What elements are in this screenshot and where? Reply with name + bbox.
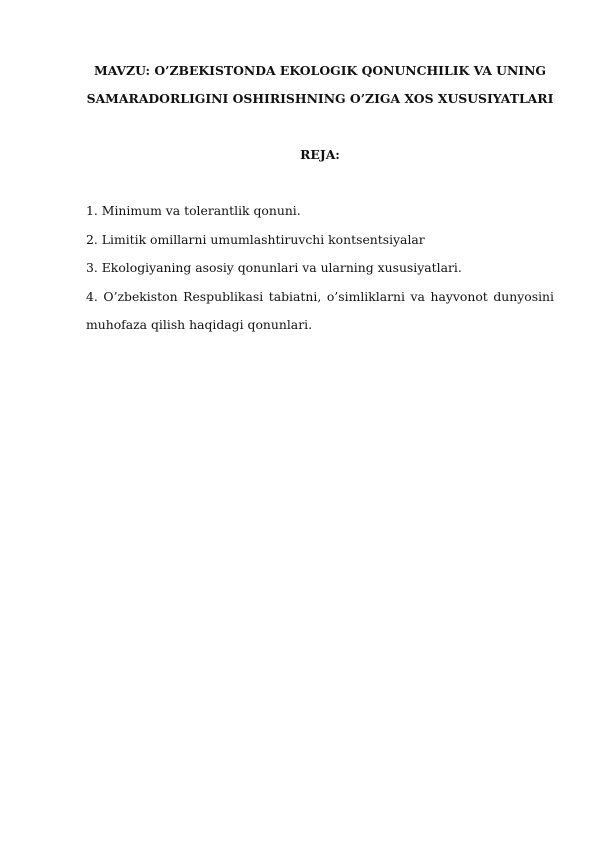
- plan-item-3: 3. Ekologiyaning asosiy qonunlari va ularning xususiyatlari.: [86, 260, 462, 275]
- plan-item-2: 2. Limitik omillarni umumlashtiruvchi kontsentsiyalar: [86, 231, 425, 247]
- plan-item-4: 4. O’zbekiston Respublikasi tabiatni, o’simliklarni va hayvonot dunyosini muhofaza qilish haqidagi qonunlari.: [86, 288, 554, 332]
- title-line-2: SAMARADORLIGINI OSHIRISHNING O’ZIGA XOS XUSUSIYATLARI: [86, 91, 554, 106]
- plan-list: [86, 197, 554, 340]
- document-title: [80, 57, 560, 113]
- plan-item-1: 1. Minimum va tolerantlik qonuni.: [86, 203, 301, 218]
- plan-heading: REJA:: [300, 147, 340, 162]
- title-line-1: MAVZU: O’ZBEKISTONDA EKOLOGIK QONUNCHILIK VA UNING: [94, 63, 546, 78]
